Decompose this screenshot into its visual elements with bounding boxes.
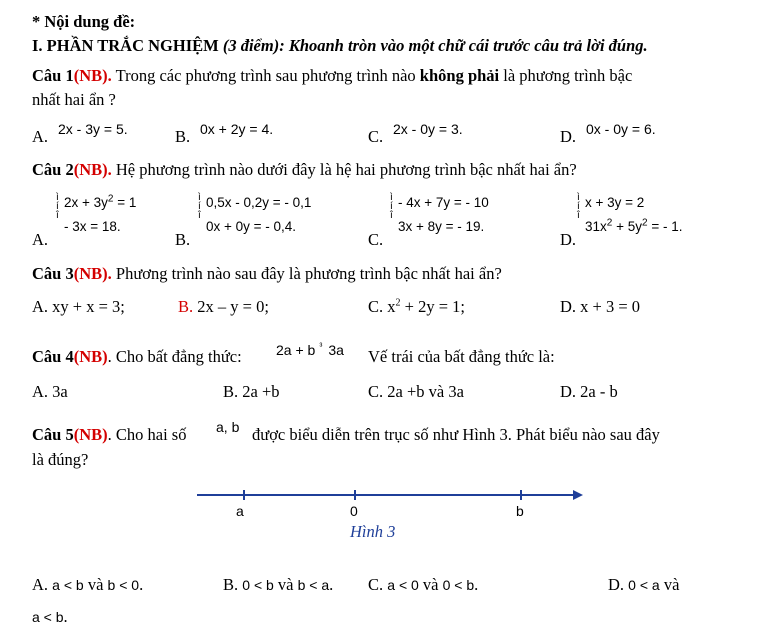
q2-option-b-eq2: 0x + 0y = - 0,4. — [206, 219, 297, 234]
option-expr: 2a +b — [242, 382, 280, 401]
option-expr-1: 0 < b — [242, 577, 274, 593]
q5-level: (NB) — [73, 425, 108, 444]
system-brace-icon: ì í î — [390, 192, 393, 221]
option-letter: C. — [368, 382, 384, 401]
option-expr: 3a — [52, 382, 68, 401]
option-expr-2: a < b — [32, 609, 64, 625]
q5-text-line2: là đúng? — [32, 450, 89, 469]
q2-stem — [32, 160, 577, 180]
q1-emphasis: không phải — [419, 66, 500, 85]
option-expr: 2a - b — [580, 382, 618, 401]
option-and: và — [277, 575, 294, 594]
q4-option-d[interactable] — [560, 382, 618, 402]
q1-option-b-expr: 0x + 2y = 4. — [200, 121, 274, 137]
q1-option-a-expr: 2x - 3y = 5. — [58, 121, 128, 137]
q1-stem — [32, 66, 632, 86]
option-letter: D. — [608, 575, 625, 594]
option-expr: 2x – y = 0; — [197, 297, 269, 316]
number-line-label-a: a — [236, 503, 244, 519]
q2-option-c-eq1: - 4x + 7y = - 10 — [398, 195, 489, 210]
q3-option-d[interactable] — [560, 297, 640, 317]
arrow-right-icon — [573, 490, 583, 500]
system-brace-icon: ì í î — [56, 192, 59, 221]
option-expr-1: 0 < a — [628, 577, 660, 593]
q3-option-a[interactable] — [32, 297, 125, 317]
q2-option-d[interactable] — [560, 230, 576, 250]
number-line-label-zero: 0 — [350, 503, 358, 519]
option-letter: D. — [560, 382, 577, 401]
option-expr-1: a < 0 — [387, 577, 419, 593]
q1-option-d-expr: 0x - 0y = 6. — [586, 121, 656, 137]
option-expr: $x^2 + 2y = 1$; — [387, 297, 465, 316]
q2-option-b-eq1: 0,5x - 0,2y = - 0,1 — [206, 195, 312, 210]
option-letter: A. — [32, 382, 49, 401]
system-brace-icon: ì í î — [198, 192, 201, 221]
q2-option-c-eq2: 3x + 8y = - 19. — [398, 219, 485, 234]
q4-option-b[interactable] — [223, 382, 280, 402]
q2-option-c[interactable] — [368, 230, 383, 250]
q1-option-d[interactable] — [560, 127, 576, 147]
option-expr: 2a +b và 3a — [387, 382, 464, 401]
content-heading: * Nội dung đề: — [32, 12, 136, 31]
q5-stem — [32, 425, 186, 445]
figure-caption: Hình 3 — [350, 522, 396, 541]
q2-option-a-eq2: - 3x = 18. — [64, 219, 121, 234]
q2-option-d-eq1: x + 3y = 2 — [585, 195, 645, 210]
q1-text: Trong các phương trình sau phương trình nào — [115, 66, 416, 85]
section-name: I. PHẦN TRẮC NGHIỆM — [32, 36, 219, 55]
system-brace-icon: ì í î — [577, 192, 580, 221]
q5-option-a[interactable]: A. a < b và b < 0. — [32, 575, 144, 594]
q1-option-c[interactable] — [368, 127, 383, 147]
q2-text: Hệ phương trình nào dưới đây là hệ hai phương trình bậc nhất hai ẩn? — [115, 160, 577, 179]
option-letter: A. — [32, 575, 49, 594]
q4-label: Câu 4 — [32, 347, 74, 366]
option-and: và — [422, 575, 439, 594]
option-letter: C. — [368, 230, 384, 249]
q1-stem-line2: nhất hai ẩn ? — [32, 90, 116, 109]
q4-inequality: 2a + b $^{^3}$ 3a — [276, 341, 344, 358]
q2-option-a[interactable] — [32, 230, 48, 250]
option-letter: A. — [32, 230, 49, 249]
q1-label: Câu 1 — [32, 66, 74, 85]
q5-text: . Cho hai số — [107, 425, 187, 444]
q2-level: (NB). — [73, 160, 112, 179]
q4-level: (NB) — [73, 347, 108, 366]
q2-option-a-eq1: $2x + 3y^2 = 1$ — [64, 193, 137, 210]
option-letter: D. — [560, 127, 577, 146]
number-line-label-b: b — [516, 503, 524, 519]
q5-label: Câu 5 — [32, 425, 74, 444]
q3-label: Câu 3 — [32, 264, 74, 283]
q5-option-d-cont: a < b. — [32, 607, 68, 626]
option-expr-2: b < a — [297, 577, 330, 593]
q3-stem — [32, 264, 502, 284]
option-and: và — [663, 575, 680, 594]
q2-label: Câu 2 — [32, 160, 74, 179]
q2-option-b[interactable] — [175, 230, 190, 250]
option-letter: C. — [368, 575, 384, 594]
q3-option-b[interactable] — [178, 297, 269, 317]
number-line-figure — [195, 485, 585, 521]
option-letter: B. — [175, 230, 191, 249]
q3-text: Phương trình nào sau đây là phương trình bậc nhất hai ẩn? — [115, 264, 502, 283]
option-expr: x + 3 = 0 — [580, 297, 641, 316]
section-instruction: Khoanh tròn vào một chữ cái trước câu trả lời đúng. — [288, 36, 648, 55]
option-letter: D. — [560, 297, 577, 316]
option-expr-2: b < 0 — [107, 577, 140, 593]
q4-option-c[interactable] — [368, 382, 464, 402]
q1-level: (NB). — [73, 66, 112, 85]
section-points: (3 điểm): — [222, 36, 285, 55]
q4-text: . Cho bất đẳng thức: — [107, 347, 242, 366]
option-and: và — [87, 575, 104, 594]
q5-vars: a, b — [216, 419, 240, 435]
q4-text-cont: Vế trái của bất đẳng thức là: — [368, 347, 555, 366]
q5-option-d[interactable] — [608, 575, 679, 595]
option-letter: D. — [560, 230, 577, 249]
q5-option-c[interactable]: C. a < 0 và 0 < b. — [368, 575, 479, 594]
option-letter: B. — [175, 127, 191, 146]
q2-option-d-eq2: $31x^2 + 5y^2$ = - 1. — [585, 217, 683, 234]
section-title — [32, 36, 648, 56]
option-expr-2: 0 < b — [442, 577, 475, 593]
q1-option-c-expr: 2x - 0y = 3. — [393, 121, 463, 137]
q1-option-b[interactable] — [175, 127, 190, 147]
q3-option-c[interactable] — [368, 297, 465, 317]
option-expr: xy + x = 3; — [52, 297, 125, 316]
option-expr-1: a < b — [52, 577, 84, 593]
q1-option-a[interactable] — [32, 127, 48, 147]
q4-stem — [32, 347, 242, 367]
q5-text-cont: được biểu diễn trên trục số như Hình 3. Phát biểu nào sau đây — [252, 425, 660, 444]
option-letter: A. — [32, 297, 49, 316]
option-letter: B. — [223, 382, 239, 401]
q3-level: (NB). — [73, 264, 112, 283]
q5-option-b[interactable]: B. 0 < b và b < a. — [223, 575, 334, 594]
q1-text-cont: là phương trình bậc — [503, 66, 633, 85]
option-letter: B. — [223, 575, 239, 594]
option-letter: B. — [178, 297, 194, 316]
option-letter: A. — [32, 127, 49, 146]
q4-option-a[interactable] — [32, 382, 68, 402]
option-letter: C. — [368, 127, 384, 146]
option-letter: C. — [368, 297, 384, 316]
